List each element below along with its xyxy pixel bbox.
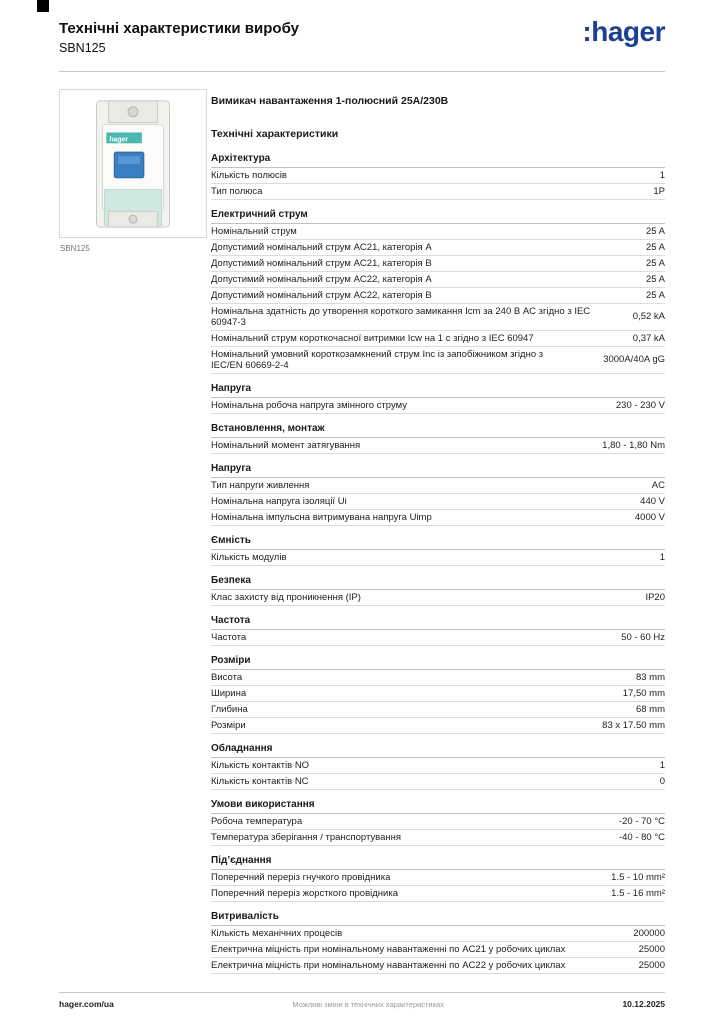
hager-logo: :hager [582,16,665,47]
page-header [59,16,665,55]
spec-label: Кількість полюсів [211,169,287,181]
spec-value: 1.5 - 10 mm² [611,871,665,883]
section-title: Напруга [211,374,665,398]
spec-label: Номінальний момент затягування [211,439,361,451]
spec-label: Висота [211,671,243,683]
breaker-illustration [73,95,193,233]
spec-label: Поперечний переріз жорсткого провідника [211,887,398,899]
spec-value: 1 [659,759,665,771]
spec-row [211,958,665,974]
spec-row [211,630,665,646]
spec-value: 0 [659,775,665,787]
spec-label: Температура зберігання / транспортування [211,831,402,843]
spec-label: Номінальний струм [211,225,297,237]
spec-value: 1P [653,185,665,197]
spec-row [211,304,665,331]
footer-disclaimer: Можливі зміни в технічних характеристиках [292,1000,444,1009]
spec-row [211,224,665,240]
spec-label: Кількість контактів NC [211,775,309,787]
spec-value: 25 A [645,241,665,253]
spec-row [211,702,665,718]
spec-row [211,398,665,414]
spec-section [211,414,665,454]
spec-row [211,494,665,510]
spec-section [211,790,665,846]
spec-label: Робоча температура [211,815,303,827]
spec-value: 1,80 - 1,80 Nm [602,439,665,451]
spec-row [211,926,665,942]
spec-label: Клас захисту від проникнення (IP) [211,591,361,603]
section-title: Під’єднання [211,846,665,870]
spec-section [211,144,665,200]
spec-value: 3000A/40A gG [603,354,665,366]
spec-row [211,438,665,454]
spec-value: 83 x 17.50 mm [602,719,665,731]
spec-label: Номінальна імпульсна витримувана напруга Uimp [211,511,432,523]
spec-value: -40 - 80 °C [618,831,665,843]
spec-label: Номінальний струм короткочасної витримки Icw на 1 с згідно з IEC 60947 [211,332,534,344]
spec-label: Ширина [211,687,247,699]
spec-value: 200000 [633,927,665,939]
spec-heading: Технічні характеристики [211,128,339,140]
spec-label: Глибина [211,703,248,715]
section-title: Архітектура [211,144,665,168]
section-title: Частота [211,606,665,630]
spec-value: IP20 [645,591,665,603]
spec-section [211,374,665,414]
footer-date: 10.12.2025 [622,999,665,1009]
spec-row [211,288,665,304]
spec-label: Тип полюса [211,185,263,197]
page-title: Технічні характеристики виробу [59,20,299,37]
spec-section [211,526,665,566]
section-title: Обладнання [211,734,665,758]
spec-value: 25000 [638,959,665,971]
spec-section [211,606,665,646]
spec-value: 25000 [638,943,665,955]
spec-section [211,734,665,790]
spec-section [211,646,665,734]
spec-label: Електрична міцність при номінальному навантаженні по AC21 у робочих циклах [211,943,566,955]
spec-label: Номінальна здатність до утворення короткого замикання Icm за 240 В AC згідно з IEC 60947-3 [211,305,591,328]
spec-row [211,830,665,846]
spec-section [211,566,665,606]
spec-row [211,168,665,184]
spec-label: Номінальний умовний короткозамкнений струм Inc із запобіжником згідно з IEC/EN 60669-2-4 [211,348,544,371]
spec-section [211,902,665,974]
section-title: Ємність [211,526,665,550]
spec-value: 25 A [645,225,665,237]
spec-label: Номінальна робоча напруга змінного струму [211,399,407,411]
spec-value: AC [651,479,665,491]
spec-value: 25 A [645,273,665,285]
spec-row [211,184,665,200]
spec-label: Тип напруги живлення [211,479,310,491]
spec-value: 17,50 mm [622,687,665,699]
spec-row [211,774,665,790]
spec-value: 50 - 60 Hz [621,631,665,643]
spec-label: Кількість механічних процесів [211,927,343,939]
spec-value: 0,52 kA [632,311,665,323]
spec-label: Розміри [211,719,246,731]
spec-label: Допустимий номінальний струм AC22, категорія B [211,289,432,301]
spec-label: Допустимий номінальний струм AC21, категорія A [211,241,432,253]
spec-sections [211,144,665,974]
spec-value: 68 mm [635,703,665,715]
spec-value: 83 mm [635,671,665,683]
spec-label: Кількість контактів NO [211,759,310,771]
spec-row [211,590,665,606]
spec-value: 440 V [640,495,665,507]
spec-label: Допустимий номінальний струм AC21, категорія B [211,257,432,269]
spec-label: Кількість модулів [211,551,287,563]
spec-row [211,870,665,886]
spec-content [211,95,665,974]
spec-value: 4000 V [634,511,665,523]
section-title: Напруга [211,454,665,478]
spec-label: Електрична міцність при номінальному навантаженні по AC22 у робочих циклах [211,959,566,971]
spec-row [211,670,665,686]
footer-divider [59,992,665,993]
spec-row [211,331,665,347]
spec-row [211,550,665,566]
spec-row [211,814,665,830]
spec-value: 25 A [645,289,665,301]
svg-text:hager: hager [109,135,129,143]
spec-row [211,272,665,288]
spec-section [211,846,665,902]
page-footer [59,999,665,1009]
spec-row [211,510,665,526]
section-title: Умови використання [211,790,665,814]
product-code: SBN125 [59,41,106,55]
spec-value: 1 [659,169,665,181]
spec-value: 1 [659,551,665,563]
section-title: Розміри [211,646,665,670]
spec-label: Допустимий номінальний струм AC22, категорія A [211,273,432,285]
product-image [59,89,207,238]
spec-row [211,686,665,702]
spec-row [211,240,665,256]
spec-row [211,758,665,774]
spec-value: 0,37 kA [632,332,665,344]
spec-section [211,200,665,374]
section-title: Безпека [211,566,665,590]
spec-row [211,886,665,902]
spec-row [211,478,665,494]
spec-label: Частота [211,631,247,643]
spec-row [211,718,665,734]
footer-website-link[interactable]: hager.com/ua [59,999,114,1009]
product-title: Вимикач навантаження 1-полюсний 25А/230В [211,95,449,107]
spec-label: Поперечний переріз гнучкого провідника [211,871,391,883]
spec-value: 25 A [645,257,665,269]
spec-value: 1.5 - 16 mm² [611,887,665,899]
spec-section [211,454,665,526]
section-title: Встановлення, монтаж [211,414,665,438]
spec-value: 230 - 230 V [615,399,665,411]
print-crop-mark [37,0,49,12]
spec-row [211,347,665,374]
spec-row [211,942,665,958]
spec-row [211,256,665,272]
section-title: Витривалість [211,902,665,926]
spec-label: Номінальна напруга ізоляції Ui [211,495,347,507]
spec-value: -20 - 70 °C [618,815,665,827]
product-image-caption: SBN125 [60,244,90,253]
section-title: Електричний струм [211,200,665,224]
header-divider [59,71,665,72]
